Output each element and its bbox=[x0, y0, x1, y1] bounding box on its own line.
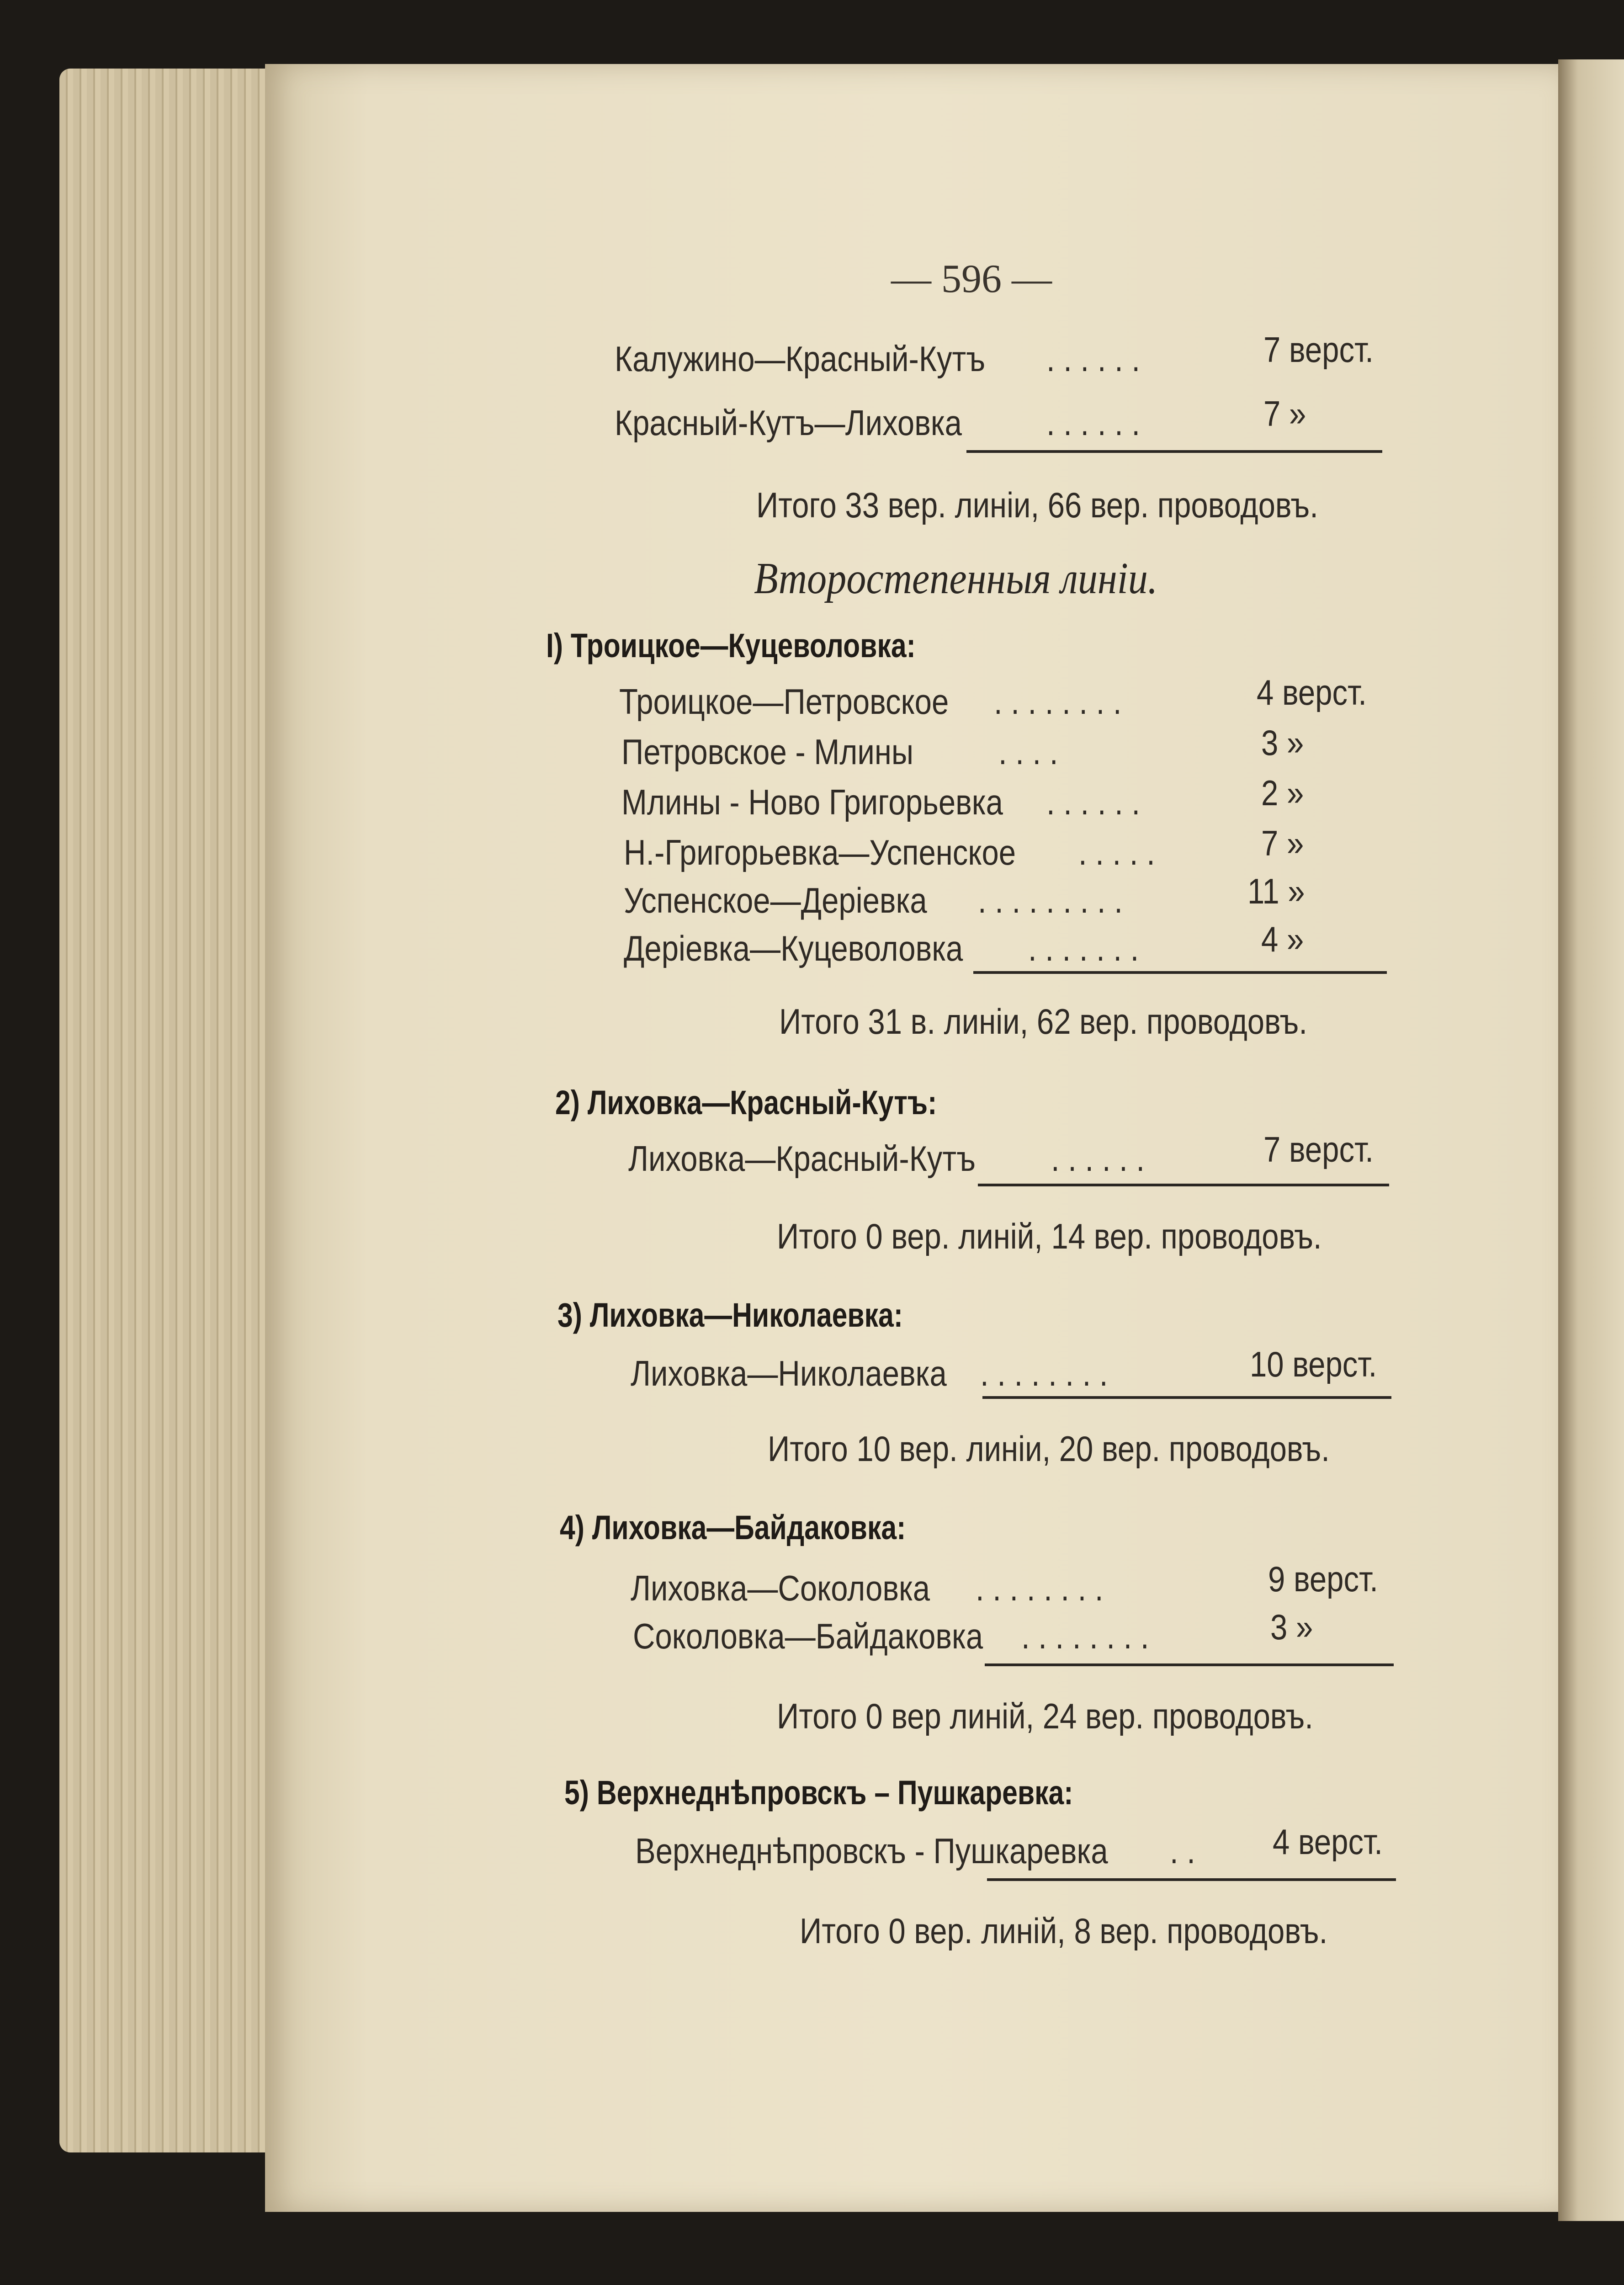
group-1-route-4: Н.-Григорьевка—Успенское bbox=[624, 832, 1016, 872]
group-1-distance-3: 2 » bbox=[1261, 773, 1304, 813]
group-3-distance-1: 10 верст. bbox=[1250, 1344, 1377, 1384]
group-1-rule bbox=[973, 971, 1387, 974]
group-5-distance-1: 4 верст. bbox=[1273, 1822, 1383, 1862]
opening-dots-1: . . . . . . bbox=[1046, 339, 1141, 379]
group-3-dots-1: . . . . . . . . bbox=[980, 1353, 1108, 1393]
group-1-dots-4: . . . . . bbox=[1078, 832, 1155, 872]
group-3-route-1: Лиховка—Николаевка bbox=[631, 1353, 947, 1393]
group-4-distance-2: 3 » bbox=[1270, 1607, 1313, 1647]
group-2-rule bbox=[978, 1184, 1389, 1186]
group-1-route-3: Млины - Ново Григорьевка bbox=[621, 782, 1003, 822]
group-1-heading: I) Троицкое—Куцеволовка: bbox=[546, 627, 916, 664]
group-5-rule bbox=[987, 1878, 1396, 1881]
opening-route-1: Калужино—Красный-Кутъ bbox=[615, 339, 986, 379]
group-1-dots-1: . . . . . . . . bbox=[994, 681, 1122, 722]
group-2-heading: 2) Лиховка—Красный-Кутъ: bbox=[555, 1084, 937, 1121]
group-4-rule bbox=[985, 1663, 1394, 1666]
group-4-dots-1: . . . . . . . . bbox=[976, 1568, 1104, 1608]
group-3-total: Итого 10 вер. линіи, 20 вер. проводовъ. bbox=[768, 1429, 1330, 1469]
group-4-route-2: Соколовка—Байдаковка bbox=[633, 1616, 983, 1656]
group-1-dots-3: . . . . . . bbox=[1046, 782, 1141, 822]
opening-route-2: Красный-Кутъ—Лиховка bbox=[615, 403, 962, 443]
group-1-distance-2: 3 » bbox=[1261, 723, 1304, 763]
section-title: Второстепенныя линіи. bbox=[754, 554, 1158, 603]
group-1-distance-5: 11 » bbox=[1247, 871, 1305, 911]
group-1-distance-6: 4 » bbox=[1261, 919, 1304, 959]
group-4-distance-1: 9 верст. bbox=[1268, 1559, 1378, 1599]
group-2-route-1: Лиховка—Красный-Кутъ bbox=[628, 1138, 976, 1179]
group-5-dots-1: . . bbox=[1170, 1831, 1195, 1871]
opening-total: Итого 33 вер. линіи, 66 вер. проводовъ. bbox=[756, 485, 1318, 525]
group-4-dots-2: . . . . . . . . bbox=[1021, 1616, 1149, 1656]
group-1-route-1: Троицкое—Петровское bbox=[619, 681, 949, 722]
group-2-distance-1: 7 верст. bbox=[1263, 1129, 1374, 1169]
group-1-route-5: Успенское—Деріевка bbox=[624, 880, 927, 920]
page-number: — 596 — bbox=[891, 257, 1052, 301]
group-1-dots-5: . . . . . . . . . bbox=[978, 880, 1123, 920]
group-4-heading: 4) Лиховка—Байдаковка: bbox=[560, 1509, 906, 1546]
group-1-route-2: Петровское - Млины bbox=[621, 732, 914, 772]
group-5-route-1: Верхнеднѣпровскъ - Пушкаревка bbox=[635, 1831, 1108, 1871]
group-2-dots-1: . . . . . . bbox=[1051, 1138, 1145, 1179]
group-1-route-6: Деріевка—Куцеволовка bbox=[624, 928, 963, 968]
book-page-edges bbox=[59, 69, 279, 2152]
opening-dots-2: . . . . . . bbox=[1046, 403, 1141, 443]
facing-page-edge bbox=[1558, 59, 1624, 2221]
group-1-dots-2: . . . . bbox=[998, 732, 1058, 772]
group-4-total: Итого 0 вер линій, 24 вер. проводовъ. bbox=[777, 1696, 1313, 1736]
opening-distance-2: 7 » bbox=[1263, 393, 1306, 434]
group-5-heading: 5) Верхнеднѣпровскъ – Пушкаревка: bbox=[564, 1774, 1073, 1812]
group-1-total: Итого 31 в. линіи, 62 вер. проводовъ. bbox=[779, 1001, 1307, 1042]
group-4-route-1: Лиховка—Соколовка bbox=[631, 1568, 930, 1608]
group-1-distance-1: 4 верст. bbox=[1257, 672, 1367, 712]
group-3-rule bbox=[982, 1396, 1391, 1399]
group-1-dots-6: . . . . . . . bbox=[1028, 928, 1139, 968]
opening-rule bbox=[966, 450, 1382, 453]
opening-distance-1: 7 верст. bbox=[1263, 329, 1374, 370]
group-5-total: Итого 0 вер. линій, 8 вер. проводовъ. bbox=[800, 1911, 1328, 1951]
group-2-total: Итого 0 вер. линій, 14 вер. проводовъ. bbox=[777, 1216, 1322, 1256]
group-1-distance-4: 7 » bbox=[1261, 823, 1304, 863]
group-3-heading: 3) Лиховка—Николаевка: bbox=[557, 1296, 903, 1334]
